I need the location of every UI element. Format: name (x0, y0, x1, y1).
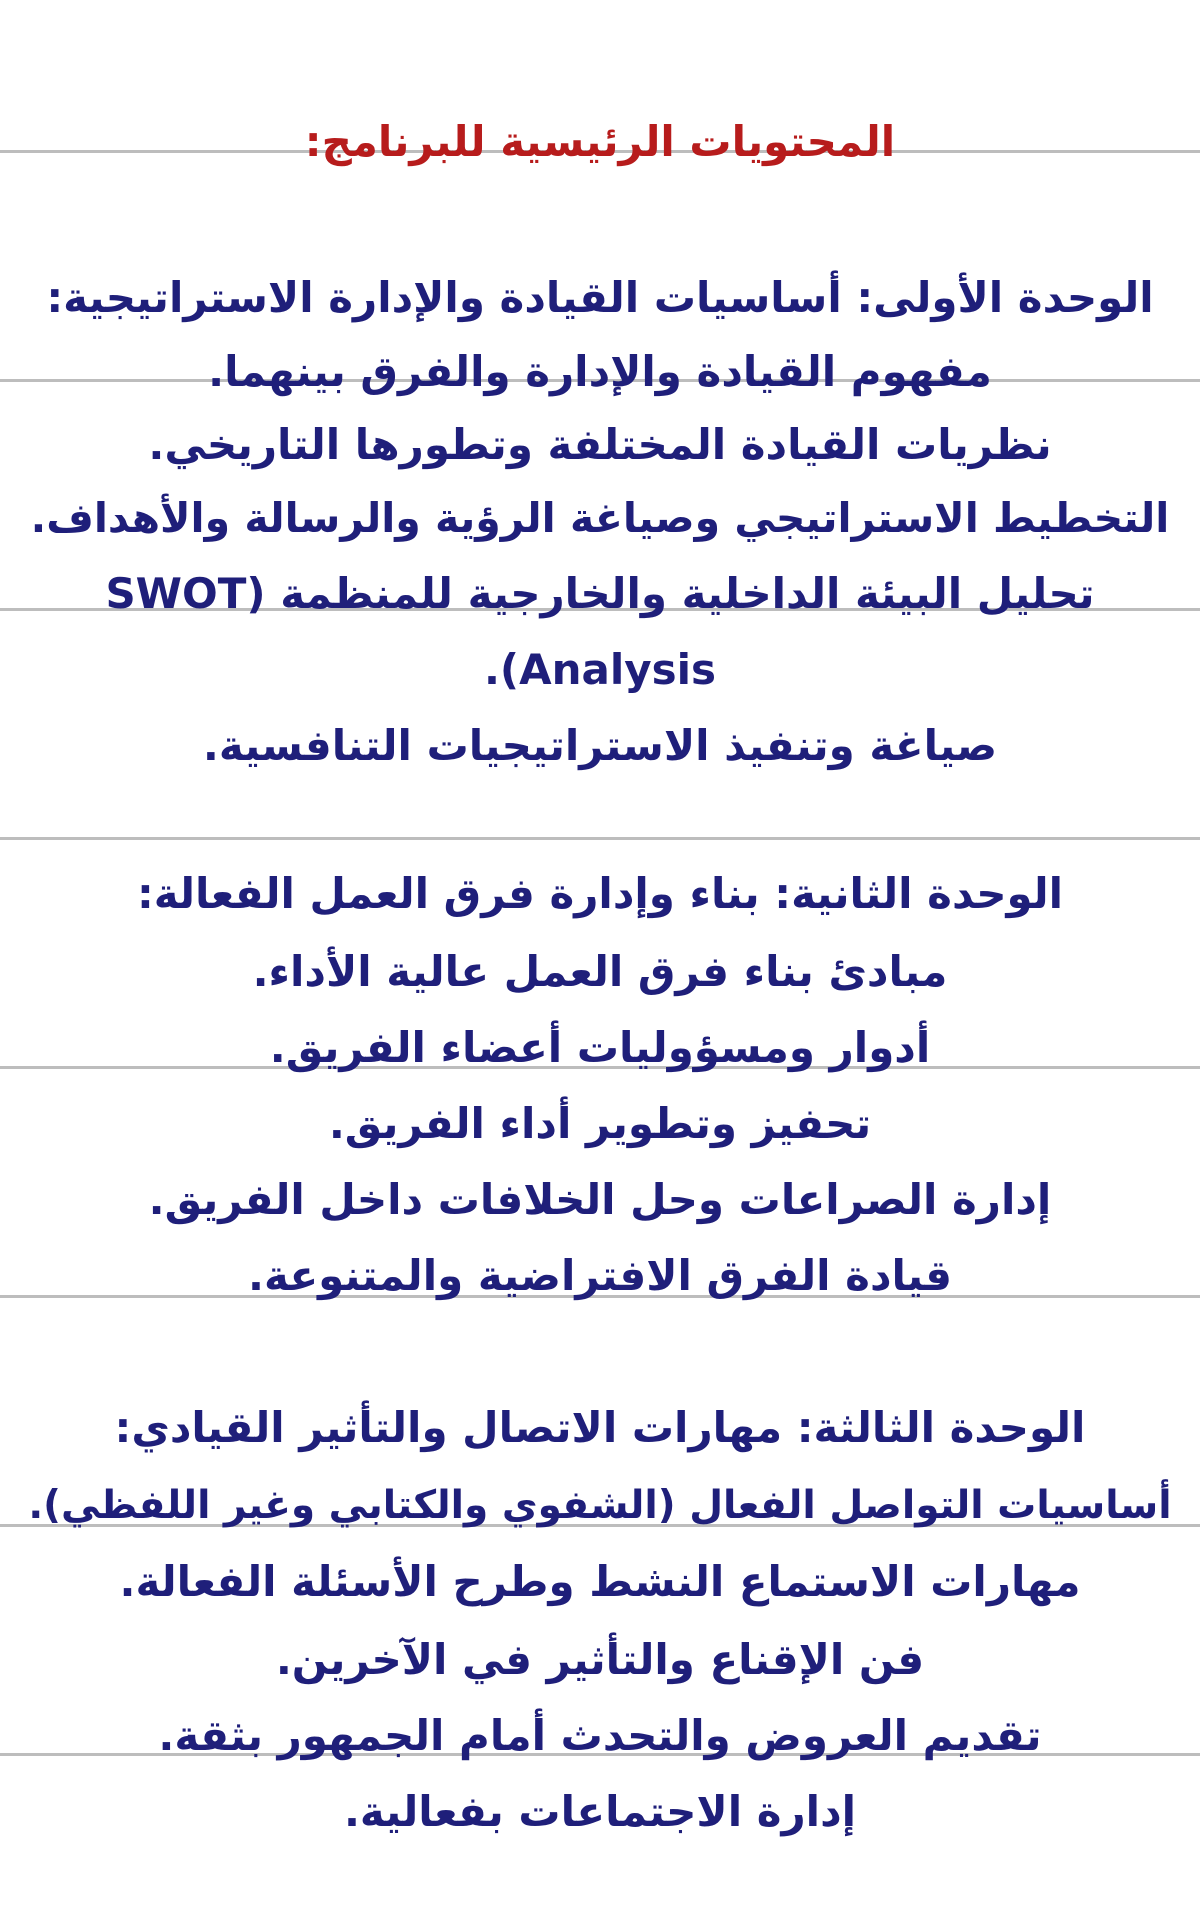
unit-1-item-5: صياغة وتنفيذ الاستراتيجيات التنافسية. (202, 721, 998, 770)
unit-3-item-1: أساسيات التواصل الفعال (الشفوي والكتابي وغير اللفظي). (28, 1483, 1172, 1528)
unit-2-item-3: تحفيز وتطوير أداء الفريق. (328, 1099, 872, 1148)
unit-2-item-5: قيادة الفرق الافتراضية والمتنوعة. (248, 1251, 952, 1300)
unit-3-item-3: فن الإقناع والتأثير في الآخرين. (275, 1635, 925, 1684)
unit-1-heading: الوحدة الأولى: أساسيات القيادة والإدارة الاستراتيجية: (46, 273, 1154, 322)
unit-3-item-4: تقديم العروض والتحدث أمام الجمهور بثقة. (158, 1711, 1042, 1760)
unit-3-heading: الوحدة الثالثة: مهارات الاتصال والتأثير القيادي: (114, 1403, 1086, 1452)
unit-1-item-1: مفهوم القيادة والإدارة والفرق بينهما. (208, 347, 992, 396)
page-title: المحتويات الرئيسية للبرنامج: (304, 117, 896, 166)
unit-1-item-4: تحليل البيئة الداخلية والخارجية للمنظمة (SWOT (105, 569, 1095, 618)
unit-2-item-4: إدارة الصراعات وحل الخلافات داخل الفريق. (148, 1175, 1052, 1224)
unit-2-item-1: مبادئ بناء فرق العمل عالية الأداء. (252, 947, 948, 996)
unit-2-item-2: أدوار ومسؤوليات أعضاء الفريق. (269, 1023, 931, 1072)
unit-1-item-4-cont: Analysis). (483, 645, 717, 694)
unit-1-item-2: نظريات القيادة المختلفة وتطورها التاريخي. (148, 420, 1052, 469)
unit-3-item-5: إدارة الاجتماعات بفعالية. (343, 1787, 857, 1836)
unit-2-heading: الوحدة الثانية: بناء وإدارة فرق العمل الفعالة: (136, 869, 1063, 918)
unit-1-item-3: التخطيط الاستراتيجي وصياغة الرؤية والرسالة والأهداف. (30, 494, 1170, 542)
unit-3-item-2: مهارات الاستماع النشط وطرح الأسئلة الفعالة. (119, 1557, 1081, 1606)
